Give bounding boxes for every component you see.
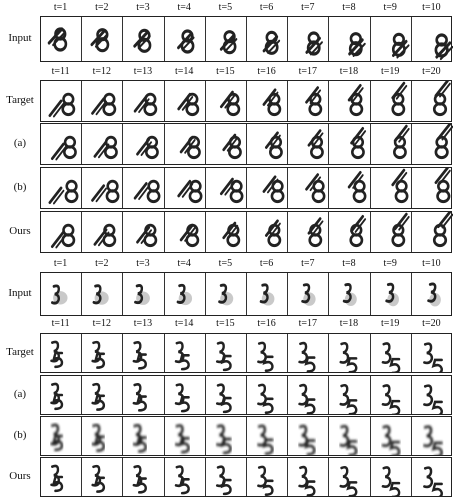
frame-image <box>247 81 288 121</box>
output-sequence-strip <box>40 167 452 209</box>
frame-image <box>371 458 412 496</box>
frame-image <box>371 376 412 414</box>
frame-image <box>412 458 453 496</box>
frame-image <box>165 458 206 496</box>
frame-image <box>123 417 164 455</box>
time-step-label: t=2 <box>95 258 109 269</box>
frame-image <box>371 273 412 315</box>
time-step-label: t=15 <box>216 66 235 77</box>
frame-image <box>247 124 288 164</box>
frame-image <box>247 376 288 414</box>
row-label: Ours <box>9 470 31 482</box>
frame-image <box>329 17 370 61</box>
frame-image <box>82 212 123 252</box>
frame-image <box>206 81 247 121</box>
frame-image <box>329 417 370 455</box>
frame-image <box>247 417 288 455</box>
time-step-label: t=18 <box>339 66 359 77</box>
input-sequence-strip <box>40 16 452 62</box>
frame-image <box>165 17 206 61</box>
time-step-label: t=17 <box>298 318 317 329</box>
frame-image <box>82 81 123 121</box>
time-step-label: t=8 <box>342 2 356 13</box>
time-step-label: t=4 <box>177 2 191 13</box>
frame-image <box>41 273 82 315</box>
frame-image <box>123 376 164 414</box>
frame-image <box>288 334 329 372</box>
frame-image <box>41 376 82 414</box>
frame-image <box>123 81 164 121</box>
row-label: (a) <box>13 137 27 149</box>
time-step-label: t=1 <box>53 258 68 269</box>
frame-image <box>329 273 370 315</box>
frame-image <box>371 168 412 208</box>
time-step-label: t=19 <box>380 66 400 77</box>
frame-image <box>247 273 288 315</box>
frame-image <box>371 17 412 61</box>
frame-image <box>206 376 247 414</box>
output-sequence-strip <box>40 80 452 122</box>
time-step-label: t=7 <box>301 258 315 269</box>
frame-image <box>247 17 288 61</box>
row-label: Target <box>6 94 34 106</box>
frame-image <box>288 212 329 252</box>
time-step-label: t=8 <box>342 258 356 269</box>
time-step-label: t=2 <box>95 2 109 13</box>
frame-image <box>412 334 453 372</box>
time-step-label: t=11 <box>51 318 70 329</box>
frame-image <box>123 334 164 372</box>
frame-image <box>371 334 412 372</box>
time-step-label: t=5 <box>218 2 233 13</box>
time-step-label: t=16 <box>257 66 276 77</box>
time-step-label: t=20 <box>422 66 441 77</box>
frame-image <box>288 124 329 164</box>
time-step-label: t=13 <box>133 318 153 329</box>
row-label: (b) <box>13 181 27 193</box>
row-label-input: Input <box>8 32 32 44</box>
frame-image <box>329 124 370 164</box>
frame-image <box>41 334 82 372</box>
frame-image <box>412 376 453 414</box>
frame-image <box>41 17 82 61</box>
output-sequence-strip <box>40 457 452 497</box>
frame-image <box>206 417 247 455</box>
time-step-label: t=5 <box>218 258 233 269</box>
frame-image <box>165 124 206 164</box>
frame-image <box>123 212 164 252</box>
time-step-label: t=7 <box>301 2 315 13</box>
frame-image <box>82 334 123 372</box>
output-sequence-strip <box>40 416 452 456</box>
frame-image <box>206 334 247 372</box>
frame-image <box>82 124 123 164</box>
time-step-label: t=12 <box>92 318 111 329</box>
frame-image <box>82 273 123 315</box>
time-step-label: t=12 <box>92 66 111 77</box>
frame-image <box>82 17 123 61</box>
frame-image <box>412 417 453 455</box>
frame-image <box>247 168 288 208</box>
row-label: Target <box>6 346 34 358</box>
time-step-label: t=6 <box>259 2 274 13</box>
time-step-label: t=14 <box>174 66 194 77</box>
time-step-label: t=16 <box>257 318 276 329</box>
frame-image <box>41 81 82 121</box>
frame-image <box>165 81 206 121</box>
frame-image <box>82 417 123 455</box>
time-step-label: t=10 <box>422 258 441 269</box>
frame-image <box>206 273 247 315</box>
frame-image <box>41 124 82 164</box>
frame-image <box>288 168 329 208</box>
time-step-label: t=14 <box>174 318 194 329</box>
frame-image <box>165 273 206 315</box>
time-step-label: t=19 <box>380 318 400 329</box>
frame-image <box>41 417 82 455</box>
output-sequence-strip <box>40 333 452 373</box>
frame-image <box>82 376 123 414</box>
row-label: Ours <box>9 225 31 237</box>
time-step-label: t=15 <box>216 318 235 329</box>
time-step-label: t=9 <box>383 2 397 13</box>
frame-image <box>371 124 412 164</box>
frame-image <box>41 212 82 252</box>
frame-image <box>412 273 453 315</box>
frame-image <box>123 17 164 61</box>
frame-image <box>123 124 164 164</box>
time-step-label: t=17 <box>298 66 317 77</box>
time-step-label: t=3 <box>136 258 150 269</box>
frame-image <box>206 168 247 208</box>
frame-image <box>247 458 288 496</box>
frame-image <box>41 458 82 496</box>
frame-image <box>371 212 412 252</box>
frame-image <box>247 334 288 372</box>
frame-image <box>329 376 370 414</box>
frame-image <box>412 17 453 61</box>
frame-image <box>165 168 206 208</box>
time-step-label: t=18 <box>339 318 359 329</box>
frame-image <box>288 273 329 315</box>
frame-image <box>329 212 370 252</box>
frame-image <box>206 212 247 252</box>
frame-image <box>288 417 329 455</box>
frame-image <box>82 168 123 208</box>
row-label: (b) <box>13 429 27 441</box>
frame-image <box>412 168 453 208</box>
frame-image <box>288 17 329 61</box>
row-label: (a) <box>13 388 27 400</box>
output-sequence-strip <box>40 211 452 253</box>
frame-image <box>247 212 288 252</box>
frame-image <box>165 417 206 455</box>
time-step-label: t=1 <box>53 2 68 13</box>
frame-image <box>329 81 370 121</box>
frame-image <box>329 458 370 496</box>
frame-image <box>123 168 164 208</box>
frame-image <box>123 458 164 496</box>
frame-image <box>371 81 412 121</box>
frame-image <box>206 17 247 61</box>
frame-image <box>329 168 370 208</box>
frame-image <box>206 458 247 496</box>
output-sequence-strip <box>40 123 452 165</box>
frame-image <box>206 124 247 164</box>
frame-image <box>288 458 329 496</box>
frame-image <box>165 376 206 414</box>
time-step-label: t=9 <box>383 258 397 269</box>
time-step-label: t=13 <box>133 66 153 77</box>
row-label-input: Input <box>8 287 32 299</box>
frame-image <box>412 124 453 164</box>
frame-image <box>288 376 329 414</box>
time-step-label: t=10 <box>422 2 441 13</box>
time-step-label: t=6 <box>259 258 274 269</box>
frame-image <box>82 458 123 496</box>
output-sequence-strip <box>40 375 452 415</box>
frame-image <box>123 273 164 315</box>
frame-image <box>371 417 412 455</box>
time-step-label: t=3 <box>136 2 150 13</box>
frame-image <box>165 334 206 372</box>
frame-image <box>412 212 453 252</box>
frame-image <box>41 168 82 208</box>
input-sequence-strip <box>40 272 452 316</box>
time-step-label: t=20 <box>422 318 441 329</box>
time-step-label: t=4 <box>177 258 191 269</box>
frame-image <box>165 212 206 252</box>
frame-image <box>412 81 453 121</box>
time-step-label: t=11 <box>51 66 70 77</box>
frame-image <box>288 81 329 121</box>
frame-image <box>329 334 370 372</box>
